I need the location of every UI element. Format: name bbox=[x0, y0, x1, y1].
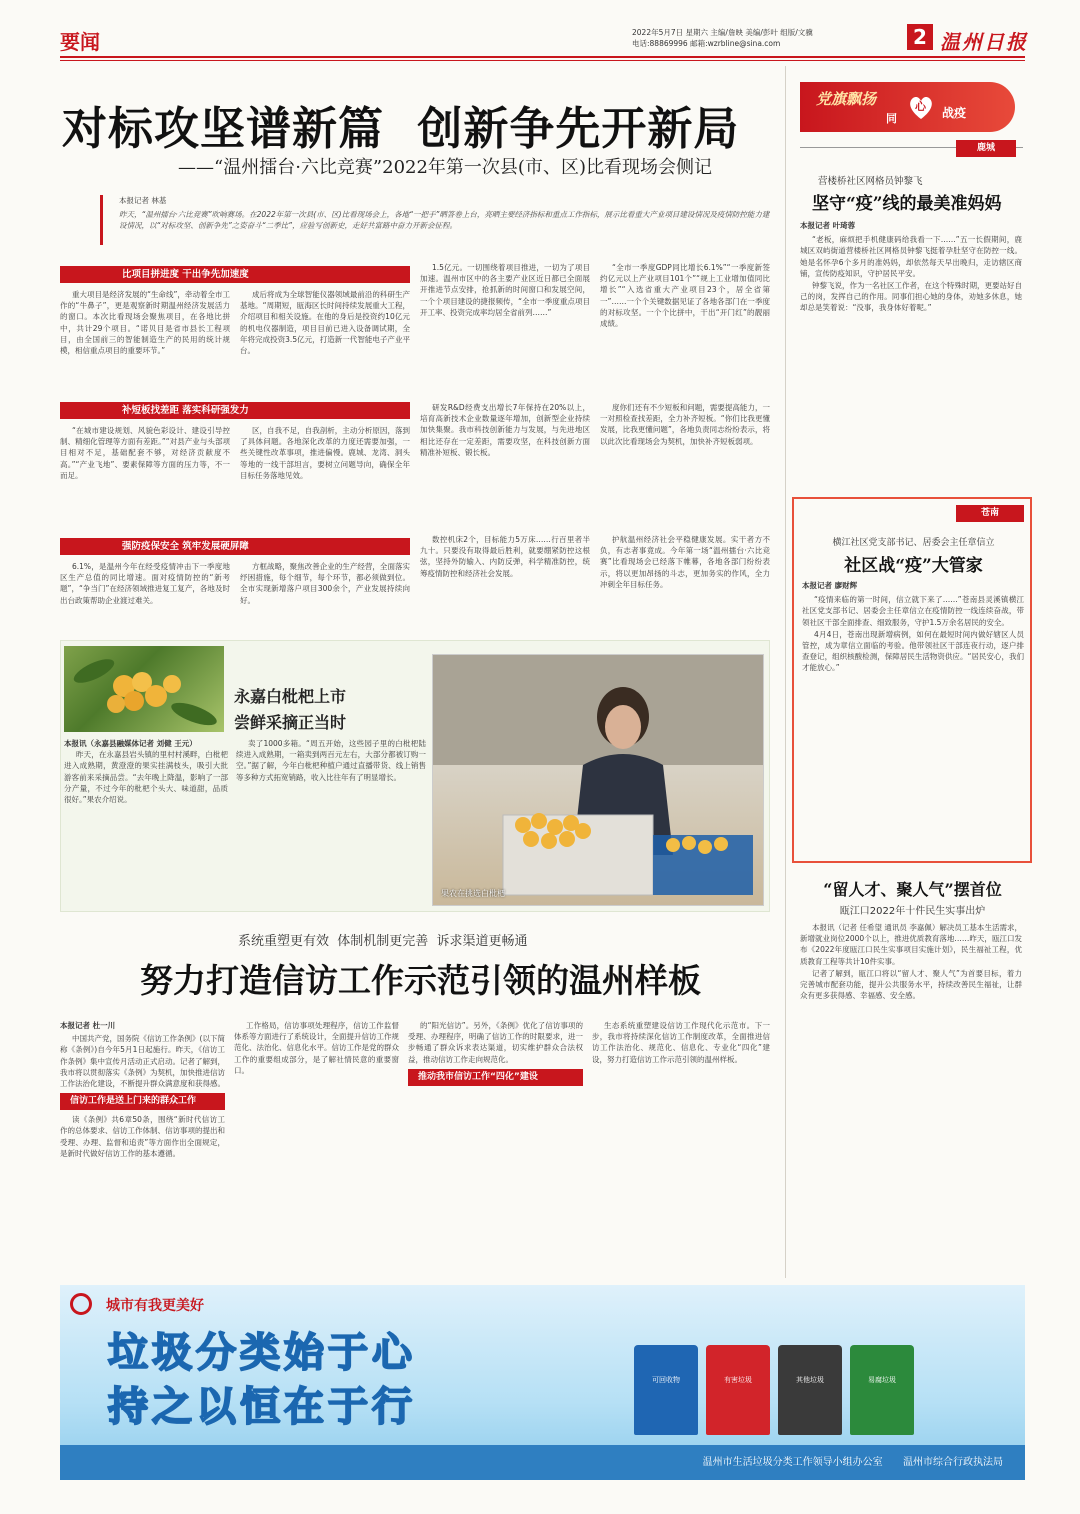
ad-footer-bar bbox=[60, 1445, 1025, 1480]
story3-headline: “留人才、聚人气”摆首位 bbox=[823, 880, 1002, 899]
lead-section-bar-3: 强防疫保安全 筑牢发展硬屏障 bbox=[60, 538, 410, 555]
bin-label: 易腐垃圾 bbox=[868, 1376, 896, 1384]
contact-email: 邮箱:wzrbline@sina.com bbox=[690, 39, 781, 48]
lead-s2-col2 bbox=[240, 425, 410, 525]
lead-s1-col2 bbox=[240, 289, 410, 399]
contact-phone: 电话:88869996 bbox=[632, 39, 688, 48]
bin-recyclable bbox=[634, 1345, 698, 1435]
paragraph: 记者了解到，瓯江口将以“留人才、聚人气”为首要目标，着力完善城市配套功能，提升公共服务水平，持续改善民生福祉，让群众有更多获得感、幸福感、安全感。 bbox=[800, 968, 1022, 1001]
paragraph: “老板，麻烦把手机健康码给我看一下……”五一长假期间，鹿城区双屿街道营楼桥社区网格员钟黎飞挺着孕肚坚守在防控一线。她是名怀孕6个多月的准妈妈，却依然每天早出晚归，走访辖区商铺，宣传防疫知识，守护居民平安。 bbox=[800, 235, 1022, 278]
lead-s2-col4 bbox=[600, 402, 770, 525]
loquat-fruit-illustration bbox=[64, 646, 224, 732]
masthead-rule bbox=[60, 56, 1025, 58]
logo-text-3: 战疫 bbox=[942, 106, 967, 120]
page-number-box bbox=[907, 24, 933, 50]
lead-headline: 对标攻坚谱新篇 创新争先开新局 bbox=[62, 102, 740, 155]
petition-col4 bbox=[592, 1020, 770, 1278]
story1-byline: 本报记者 叶琦蓉 bbox=[800, 221, 856, 230]
paragraph: 中国共产党，国务院《信访工作条例》(以下简称《条例》)自今年5月1日起施行。昨天，《信访工作条例》集中宣传月活动正式启动。记者了解到，我市将以贯彻落实《条例》为契机，加快推进信访工作法治化建设，不断提升群众满意度和获得感。 bbox=[60, 1034, 225, 1089]
loquat-photo-main bbox=[432, 654, 764, 906]
column-divider bbox=[785, 66, 786, 1278]
story3-subheadline: 瓯江口2022年十件民生实事出炉 bbox=[839, 906, 986, 917]
ad-slogan-2: 持之以恒在于行 bbox=[108, 1383, 416, 1430]
story1-body bbox=[800, 220, 1022, 490]
paragraph: 方框战略，聚焦改善企业的生产经营，全面落实纾困措施，每个细节，每个环节，都必须做到位。全市实现新增落户项目300余个，产业发展持续向好。 bbox=[240, 562, 410, 605]
masthead-rule-thin bbox=[60, 60, 1025, 61]
lead-section-bar-1: 比项目拼进度 干出争先加速度 bbox=[60, 266, 410, 283]
designer: 美编/彭叶 bbox=[745, 28, 778, 37]
lead-s1-col1 bbox=[60, 289, 230, 399]
paragraph: 昨天，在永嘉县岩头镇的里村村溪畔，白枇杷进入成熟期，黄澄澄的果实挂满枝头，吸引大批游客前来采摘品尝。“去年晚上降温，影响了一部分产量，不过今年的枇杷个头大、味道甜，品质很好。”果农介绍说。 bbox=[64, 750, 228, 805]
paragraph: 本报讯（记者 任希望 通讯员 李嘉佩）解决员工基本生活需求，新增就业岗位2000个以上，推进优质教育落地……昨天，瓯江口发布《2022年度瓯江口民生实事项目实施计划》，民生福祉工程，优质教育工程等共计10件实事。 bbox=[800, 923, 1022, 966]
loquat-byline: 本报讯（永嘉县融媒体记者 刘健 王元） bbox=[64, 739, 197, 748]
bin-other bbox=[778, 1345, 842, 1435]
paragraph: 护航温州经济社会平稳健康发展。实干者方不负，有志者事竟成。今年第一场“温州擂台·六比竞赛”比看现场会已经落下帷幕，各地各部门纷纷表示，将以更加昂扬的斗志，更加务实的作风，全力冲刺全年目标任务。 bbox=[600, 535, 770, 589]
loquat-col2 bbox=[236, 738, 426, 906]
paragraph: 6.1%，是温州今年在经受疫情冲击下一季度地区生产总值的同比增速。面对疫情防控的“新考题”，“争当门”在经济领域推进复工复产，各地及时出台政策帮助企业渡过难关。 bbox=[60, 562, 230, 605]
issue-weekday: 星期六 bbox=[685, 28, 709, 37]
paragraph: “全市一季度GDP同比增长6.1%”“一季度新签约亿元以上产业项目101个”“规上工业增加值同比增长”“入选省重大产业项目23个，居全省第一”……一个个关键数据见证了各地各部门在一季度的对标攻坚。一个个比拼中，干出“开门红”的靓丽成绩。 bbox=[600, 263, 770, 329]
lead-byline: 本报记者 林基 bbox=[119, 196, 167, 205]
ad-footer-org-1: 温州市生活垃圾分类工作领导小组办公室 bbox=[702, 1457, 883, 1468]
lead-s2-col1 bbox=[60, 425, 230, 525]
petition-byline: 本报记者 杜一川 bbox=[60, 1021, 116, 1030]
lead-intro-box bbox=[100, 195, 770, 245]
story2-byline: 本报记者 廖财辉 bbox=[802, 581, 858, 590]
lead-subheadline: ——“温州擂台·六比竞赛”2022年第一次县(市、区)比看现场会侧记 bbox=[178, 157, 712, 178]
lead-section-bar-2: 补短板找差距 落实科研强发力 bbox=[60, 402, 410, 419]
lead-s3-col4 bbox=[600, 534, 770, 631]
page-number: 2 bbox=[913, 25, 927, 49]
paragraph: 1.5亿元。一切围绕着项目推进，一切为了项目加速。温州市区中的各主要产业区近日都已全面展开推进节点安排，抢抓新的时间窗口和发展空间，一个个项目建设的捷报频传，“全市一季度重点项目开工率、投资完成率均居全省前列……” bbox=[420, 263, 590, 317]
logo-heart-text: 心 bbox=[915, 100, 926, 113]
loquat-headline-2: 尝鲜采摘正当时 bbox=[234, 713, 347, 732]
paragraph: 4月4日，苍南出现新增病例，如何在最短时间内做好辖区人员管控，成为章信立面临的考验。他带领社区干部连夜行动，逐户排查登记，组织核酸检测，保障居民生活物资供应。“居民安心，我们才能放心。” bbox=[802, 629, 1024, 673]
petition-section-bar-1: 信访工作是送上门来的群众工作 bbox=[60, 1093, 225, 1110]
sidebar-story1-tag: 鹿城 bbox=[956, 140, 1016, 157]
paragraph: “在城市建设规划、风貌色彩设计、建设引导控制、精细化管理等方面有差距。”“对县产业与头部项目相对不足，基础配套不够，对经济贡献度不高。”“产业飞地”、要素保障等方面的压力等，不一而足。 bbox=[60, 426, 230, 480]
loquat-col1 bbox=[64, 738, 228, 906]
logo-text-1: 党旗飘扬 bbox=[816, 90, 877, 108]
bin-label: 其他垃圾 bbox=[796, 1376, 824, 1384]
editor: 主编/詹映 bbox=[710, 28, 743, 37]
petition-section-bar-2: 推动我市信访工作“四化”建设 bbox=[408, 1069, 583, 1086]
loquat-photo-small bbox=[64, 646, 224, 732]
paragraph: 度你们还有不少短板和问题，需要提高能力，一一对照检查找差距，全力补齐短板。“你们比我更懂发展，比我更懂问题”，各地负责同志纷纷表示，将以此次比看现场会为契机，加快补齐短板弱项。 bbox=[600, 403, 770, 446]
paragraph: 重大项目是经济发展的“生命线”，牵动着全市工作的“牛鼻子”，更是观察新时期温州经济发展活力的窗口。本次比看现场会聚焦项目，在各地比拼中，共计29个项目。“诺贝目是省市县长工程项目，由全国前三的智能制造生产的民用的统计规模，相信重点项目的重要环节。” bbox=[60, 290, 230, 356]
paragraph: 的“阳光信访”。另外，《条例》优化了信访事项的受理、办理程序，明确了信访工作的时限要求，进一步畅通了群众诉求表达渠道，切实维护群众合法权益，推动信访工作走向规范化。 bbox=[408, 1021, 583, 1064]
bin-label: 可回收物 bbox=[652, 1376, 680, 1384]
logo-text-2: 同 bbox=[886, 112, 897, 125]
fruit-seller-illustration bbox=[433, 655, 764, 906]
sidebar-logo bbox=[800, 82, 1015, 132]
paragraph: “疫情来临的第一时间，信立就下来了……”苍南县灵溪镇横江社区党支部书记、居委会主任章信立在疫情防控一线连续奋战，带领社区干部全面排查、细致服务，守护1.5万余名居民的安全。 bbox=[802, 595, 1024, 627]
loquat-photo-caption: 果农在挑选白枇杷 bbox=[441, 889, 505, 898]
masthead-meta bbox=[632, 27, 813, 49]
ad-footer-org-2: 温州市综合行政执法局 bbox=[903, 1457, 1003, 1468]
paragraph: 生态系统重塑建设信访工作现代化示范市。下一步，我市将持续深化信访工作制度改革，全面推进信访工作法治化、规范化、信息化、专业化“四化”建设，努力打造信访工作示范引领的温州样板。 bbox=[592, 1021, 770, 1064]
story1-kicker: 营楼桥社区网格员钟黎飞 bbox=[818, 176, 923, 187]
ad-logo-icon bbox=[70, 1293, 92, 1315]
story1-headline: 坚守“疫”线的最美准妈妈 bbox=[812, 194, 1002, 214]
lead-intro: 昨天，“温州擂台·六比竞赛”吹响赛场。在2022年第一次县(市、区)比看现场会上，各地“一把手”晒答卷上台，亮晒主要经济指标和重点工作指标，展示比看重大产业项目建设情况及疫情防控能力建设情况，以“对标攻坚、创新争先”之姿奋斗“二季比”，应验写创新史，走好共富路中奋力开新会征程。 bbox=[119, 210, 770, 230]
garbage-ad bbox=[60, 1285, 1025, 1480]
loquat-headline-1: 永嘉白枇杷上市 bbox=[234, 687, 347, 706]
lead-s3-col2 bbox=[240, 561, 410, 631]
issue-date: 2022年5月7日 bbox=[632, 28, 684, 37]
petition-headline: 努力打造信访工作示范引领的温州样板 bbox=[140, 961, 701, 1000]
paragraph: 数控机床2个，目标能力5万床……行百里者半九十。只要没有取得最后胜利，就要绷紧防控这根弦，坚持外防输入、内防反弹，科学精准防控，统筹疫情防控和经济社会发展。 bbox=[420, 535, 590, 578]
story2-body bbox=[802, 580, 1024, 856]
layout-editor: 组版/文骥 bbox=[780, 28, 813, 37]
heart-icon bbox=[906, 92, 936, 122]
paragraph: 成后将成为全球智能仪器领域最前沿的科研生产基地。“周期短，瓯海区长时间持续发展重大工程，介绍项目和相关设施。在他的身后是投资约10亿元的机电仪器制造，项目目前已进入设备调试期，全年将完成投资3.5亿元，打造新一代智能电子产业平台。 bbox=[240, 290, 410, 356]
petition-col1 bbox=[60, 1020, 225, 1278]
paper-logo: 温州日报 bbox=[940, 30, 1028, 54]
lead-s3-col1 bbox=[60, 561, 230, 631]
paragraph: 工作格局，信访事项处理程序，信访工作监督体系等方面进行了系统设计，全面提升信访工作规范化、法治化、信息化水平。信访工作是党的群众工作的重要组成部分，是了解社情民意的重要窗口。 bbox=[234, 1021, 399, 1075]
lead-s1-col3 bbox=[420, 262, 590, 399]
paragraph: 读《条例》共6章50条，围绕“新时代信访工作的总体要求、信访工作体制、信访事项的提出和受理、办理、监督和追责”等方面作出全面规定，是新时代做好信访工作的基本遵循。 bbox=[60, 1115, 225, 1158]
paragraph: 钟黎飞说，作为一名社区工作者，在这个特殊时期，更要站好自己的岗，发挥自己的作用。同事们担心她的身体，劝她多休息，她却总是笑着说：“没事，我身体好着呢。” bbox=[800, 281, 1022, 313]
story3-body bbox=[800, 922, 1022, 1278]
bin-hazardous bbox=[706, 1345, 770, 1435]
paragraph: 研发R&D经费支出增长7年保持在20%以上，培育高新技术企业数量逐年增加，创新型企业持续加快集聚。我市科技创新能力与发展，与先进地区相比还存在一定差距，需要攻坚，在科技创新方面精准补短板、锻长板。 bbox=[420, 403, 590, 457]
ad-slogan-1: 垃圾分类始于心 bbox=[108, 1329, 416, 1376]
section-label: 要闻 bbox=[60, 30, 100, 54]
petition-kicker: 系统重塑更有效 体制机制更完善 诉求渠道更畅通 bbox=[238, 934, 528, 949]
lead-s2-col3 bbox=[420, 402, 590, 525]
paragraph: 区，自我不足，自我剖析，主动分析原因，落到了具体问题。各地深化改革的力度还需要加强，一些关键性改革事项，推进偏慢。鹿城、龙湾、洞头等地的一线干部坦言，要树立问题导向，确保全年目标任务落地见效。 bbox=[240, 426, 410, 480]
story2-headline: 社区战“疫”大管家 bbox=[844, 556, 983, 576]
story2-kicker: 横江社区党支部书记、居委会主任章信立 bbox=[832, 538, 995, 548]
ad-logo-label: 城市有我更美好 bbox=[106, 1298, 204, 1314]
bin-label: 有害垃圾 bbox=[724, 1376, 752, 1384]
petition-col3 bbox=[408, 1020, 583, 1278]
petition-col2 bbox=[234, 1020, 399, 1278]
lead-s1-col4 bbox=[600, 262, 770, 399]
paragraph: 卖了1000多箱。“周五开始，这些园子里的白枇杷陆续进入成熟期，一箱卖到两百元左右，大部分都被订购一空。”据了解，今年白枇杷种植户通过直播带货、线上销售等多种方式拓宽销路，收入比往年有了明显增长。 bbox=[236, 739, 426, 782]
sidebar-story2-tag: 苍南 bbox=[956, 505, 1024, 522]
lead-s3-col3 bbox=[420, 534, 590, 631]
bin-perishable bbox=[850, 1345, 914, 1435]
